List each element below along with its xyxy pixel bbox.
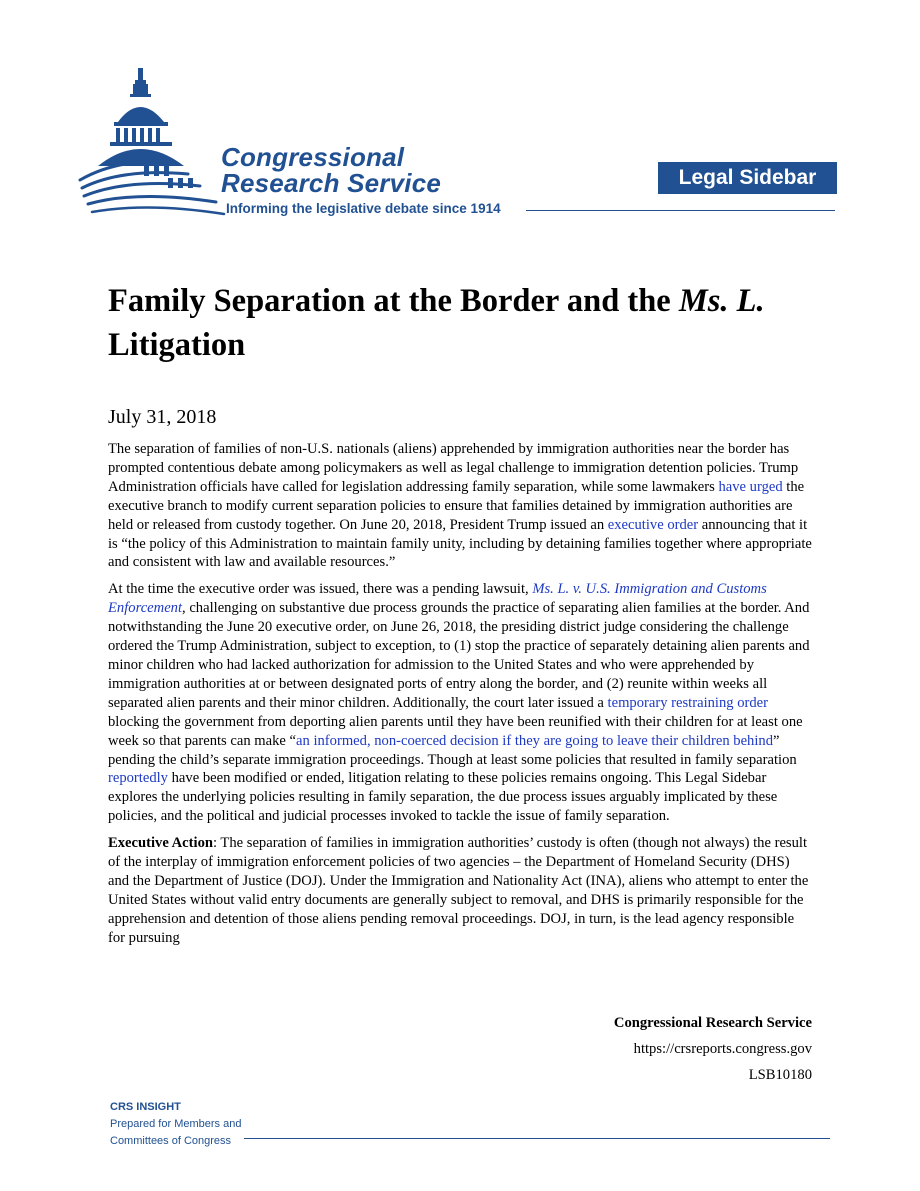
p3-text-1: : The separation of families in immigration authorities’ custody is often (though not always) the result of the interplay of immigration enforcement policies of two agencies – the Department of Homeland Security (DHS) and the Department of Justice (DOJ). Under the Immigration and Nationality Act (INA), aliens who attempt to enter the United States without valid entry documents are generally subject to removal, and DHS is primarily responsible for the apprehension and detention of those aliens pending removal proceedings. DOJ, in turn, is the lead agency responsible for pursuing bbox=[108, 835, 809, 946]
document-body bbox=[108, 440, 812, 956]
capitol-dome-icon bbox=[78, 62, 228, 222]
insight-title: CRS INSIGHT bbox=[110, 1101, 181, 1113]
paragraph-1 bbox=[108, 440, 812, 572]
footer-url[interactable]: https://crsreports.congress.gov bbox=[633, 1041, 812, 1057]
crs-logo bbox=[78, 62, 548, 222]
org-line-2: Research Service bbox=[221, 168, 442, 198]
link-have-urged[interactable]: have urged bbox=[718, 478, 783, 495]
link-temporary-restraining-order[interactable]: temporary restraining order bbox=[607, 694, 769, 711]
p1-text-1: The separation of families of non-U.S. nationals (aliens) apprehended by immigration authorities near the border has prompted contentious debate among policymakers as well as legal challenge to immigration detention policies. Trump Administration officials have called for legislation addressing family separation, while some lawmakers bbox=[108, 441, 799, 495]
link-ms-l-case[interactable]: Ms. L. v. U.S. Immigration and Customs Enforcement bbox=[108, 581, 767, 617]
footer-divider bbox=[244, 1138, 830, 1139]
link-executive-order[interactable]: executive order bbox=[607, 516, 699, 533]
link-reportedly[interactable]: reportedly bbox=[108, 770, 168, 787]
title-italic: Ms. L. bbox=[678, 283, 765, 319]
org-wordmark bbox=[221, 144, 441, 196]
footer-report-id: LSB10180 bbox=[748, 1067, 812, 1083]
document-title bbox=[108, 279, 828, 367]
p2-text-5: have been modified or ended, litigation relating to these policies remains ongoing. This Legal Sidebar explores the underlying policies resulting in family separation, the due process issues arguably implicated by these policies, and the political and judicial processes invoked to tackle the issue of family separation. bbox=[108, 770, 778, 825]
p2-text-4: ” pending the child’s separate immigration proceedings. Though at least some policies that resulted in family separation bbox=[108, 732, 797, 768]
insight-line-1: Prepared for Members and bbox=[110, 1118, 242, 1130]
p1-text-2: the executive branch to modify current separation policies to ensure that families detained by immigration authorities are held or released from custody together. On June 20, 2018, President Trump issued an bbox=[108, 478, 805, 533]
p1-text-3: announcing that it is “the policy of this Administration to maintain family unity, including by detaining families together where appropriate and consistent with law and available resources.” bbox=[108, 516, 812, 571]
org-line-1: Congressional bbox=[221, 142, 405, 172]
header-divider bbox=[526, 210, 835, 211]
footer-org: Congressional Research Service bbox=[613, 1015, 812, 1031]
title-part-1: Family Separation at the Border and the bbox=[108, 283, 679, 319]
p2-text-2: , challenging on substantive due process grounds the practice of separating alien families at the border. And notwithstanding the June 20 executive order, on June 26, 2018, the presiding district judge considering the challenge ordered the Trump Administration, subject to exception, to (1) stop the practice of separately detaining alien parents and minor children who had lacked authorization for admission to the United States and who were apprehended by immigration authorities at or between designated ports of entry along the border, and (2) reunite within weeks all separated alien parents and their minor children. Additionally, the court later issued a bbox=[108, 600, 810, 711]
insight-line-2: Committees of Congress bbox=[110, 1135, 232, 1147]
crs-insight-block bbox=[110, 1099, 241, 1150]
crs-footer bbox=[614, 1013, 812, 1091]
p3-lead: Executive Action bbox=[108, 835, 213, 852]
p2-text-1: At the time the executive order was issued, there was a pending lawsuit, bbox=[108, 581, 533, 598]
title-part-2: Litigation bbox=[108, 327, 246, 363]
paragraph-3 bbox=[108, 834, 812, 947]
document-date: July 31, 2018 bbox=[108, 406, 217, 428]
link-informed-decision[interactable]: an informed, non-coerced decision if they are going to leave their children behind bbox=[296, 732, 773, 749]
paragraph-2 bbox=[108, 580, 812, 826]
p2-text-3: blocking the government from deporting alien parents until they have been reunified with their children for at least one week so that parents can make “ bbox=[108, 713, 803, 749]
legal-sidebar-badge: Legal Sidebar bbox=[658, 162, 837, 194]
org-tagline: Informing the legislative debate since 1914 bbox=[226, 201, 501, 216]
